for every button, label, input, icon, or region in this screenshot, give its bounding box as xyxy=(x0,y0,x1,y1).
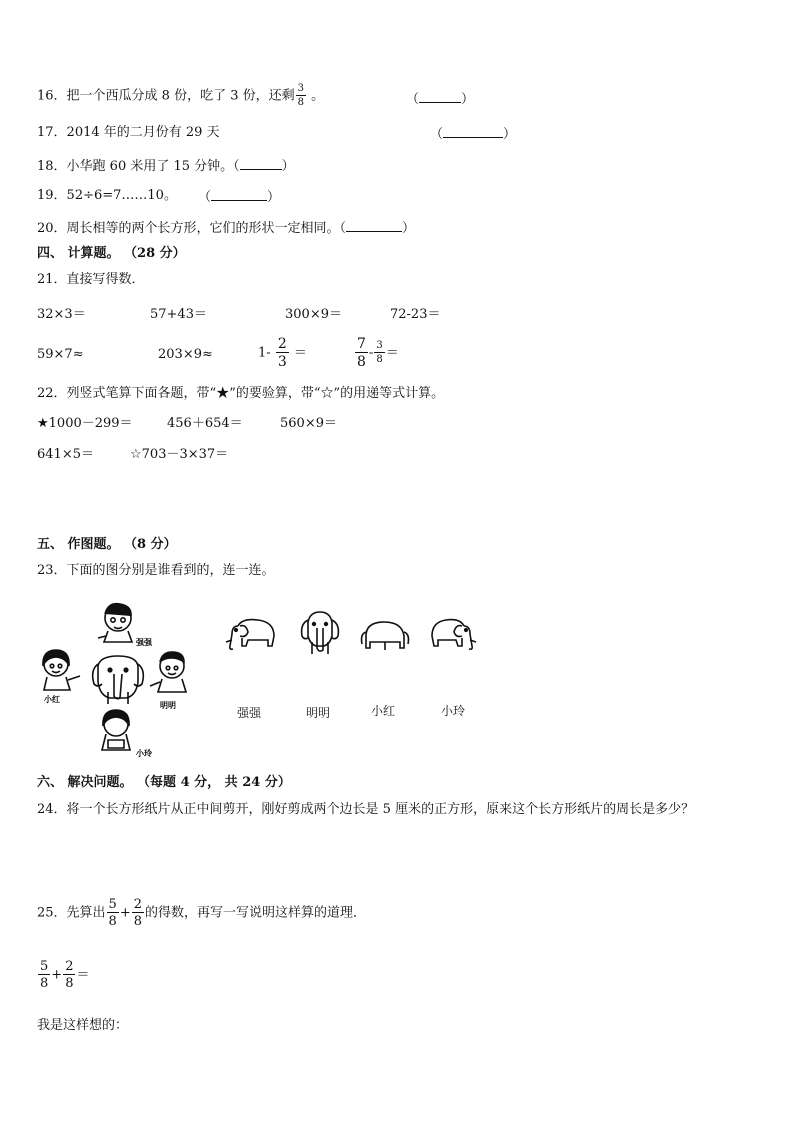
section-5-heading: 五、 作图题。 （8 分） xyxy=(37,537,177,552)
elephant-side-view-left[interactable] xyxy=(224,616,278,656)
q22-item: 560×9＝ xyxy=(280,416,337,431)
elephant-back-view[interactable] xyxy=(358,618,412,658)
q18-answer-blank[interactable] xyxy=(240,157,282,170)
question-24: 24．将一个长方形纸片从正中间剪开，刚好剪成两个边长是 5 厘米的正方形，原来这个长方形纸片的周长是多少？ xyxy=(37,802,695,817)
question-21-title: 21．直接写得数． xyxy=(37,272,145,287)
q25-reasoning-prompt: 我是这样想的： xyxy=(37,1018,129,1033)
question-18: 18．小华跑 60 米用了 15 分钟。（ ） xyxy=(37,159,295,174)
option-label-qiangqiang[interactable]: 强强 xyxy=(237,706,262,720)
person-label-mingming: 明明 xyxy=(160,700,176,710)
q22-item: 641×5＝ xyxy=(37,447,94,462)
question-25: 25．先算出 $\frac{5}{8}$ + $\frac{2}{8}$ 的得数，再写一写说明这样算的道理． xyxy=(37,897,367,929)
q17-answer-blank[interactable]: （ ） xyxy=(430,127,517,142)
person-label-xiaohong: 小红 xyxy=(44,694,60,704)
girl-xiaoling-figure xyxy=(102,710,130,750)
elephant-front-figure xyxy=(93,656,144,704)
q16-text: 16．把一个西瓜分成 8 份，吃了 3 份，还剩 xyxy=(37,88,295,104)
question-22-title: 22．列竖式笔算下面各题，带“★”的要验算，带“☆”的用递等式计算。 xyxy=(37,386,445,401)
question-17: 17．2014 年的二月份有 29 天 xyxy=(37,125,220,140)
q21-item: 57+43＝ xyxy=(150,307,207,322)
q21-fraction-item: $\frac{7}{8}$ - $\frac{3}{8}$ ＝ xyxy=(357,336,399,370)
q25-expression: $\frac{5}{8}$ + $\frac{2}{8}$ ＝ xyxy=(40,959,90,991)
section-4-heading: 四、 计算题。 （28 分） xyxy=(37,246,186,261)
elephant-front-view[interactable] xyxy=(298,610,342,656)
question-23-title: 23．下面的图分别是谁看到的，连一连。 xyxy=(37,563,275,578)
boy-qiangqiang-figure xyxy=(98,604,132,642)
q20-answer-blank[interactable] xyxy=(346,219,402,232)
q22-item: ★1000－299＝ xyxy=(37,416,133,431)
option-label-xiaoling[interactable]: 小玲 xyxy=(441,704,466,718)
perspective-diagram xyxy=(38,600,198,760)
q21-item: 32×3＝ xyxy=(37,307,86,322)
q21-item: 72-23＝ xyxy=(390,307,441,322)
person-label-qiangqiang: 强强 xyxy=(136,637,152,647)
q21-item: 203×9≈ xyxy=(158,347,213,362)
question-16: 16．把一个西瓜分成 8 份，吃了 3 份，还剩 $\frac{3}{8}$ 。 xyxy=(37,83,325,108)
q21-fraction-item: 1- $\frac{2}{3}$ ＝ xyxy=(258,336,307,370)
option-label-xiaohong[interactable]: 小红 xyxy=(371,704,396,718)
question-20: 20．周长相等的两个长方形，它们的形状一定相同。（ ） xyxy=(37,221,416,236)
q19-answer-blank[interactable]: （ ） xyxy=(198,190,281,205)
q22-item: 456＋654＝ xyxy=(167,416,243,431)
person-label-xiaoling: 小玲 xyxy=(136,748,152,758)
girl-xiaohong-figure xyxy=(43,650,80,690)
q16-answer-blank[interactable]: （ ） xyxy=(406,92,475,107)
elephant-side-view-right[interactable] xyxy=(428,616,478,656)
q21-item: 59×7≈ xyxy=(37,347,84,362)
q21-item: 300×9＝ xyxy=(285,307,342,322)
section-6-heading: 六、 解决问题。 （每题 4 分， 共 24 分） xyxy=(37,775,291,790)
q16-fraction: $\frac{3}{8}$ xyxy=(297,83,304,108)
option-label-mingming[interactable]: 明明 xyxy=(306,706,331,720)
q22-item: ☆703－3×37＝ xyxy=(130,447,229,462)
question-19: 19．52÷6=7……10。 xyxy=(37,188,177,203)
boy-mingming-figure xyxy=(150,652,186,692)
